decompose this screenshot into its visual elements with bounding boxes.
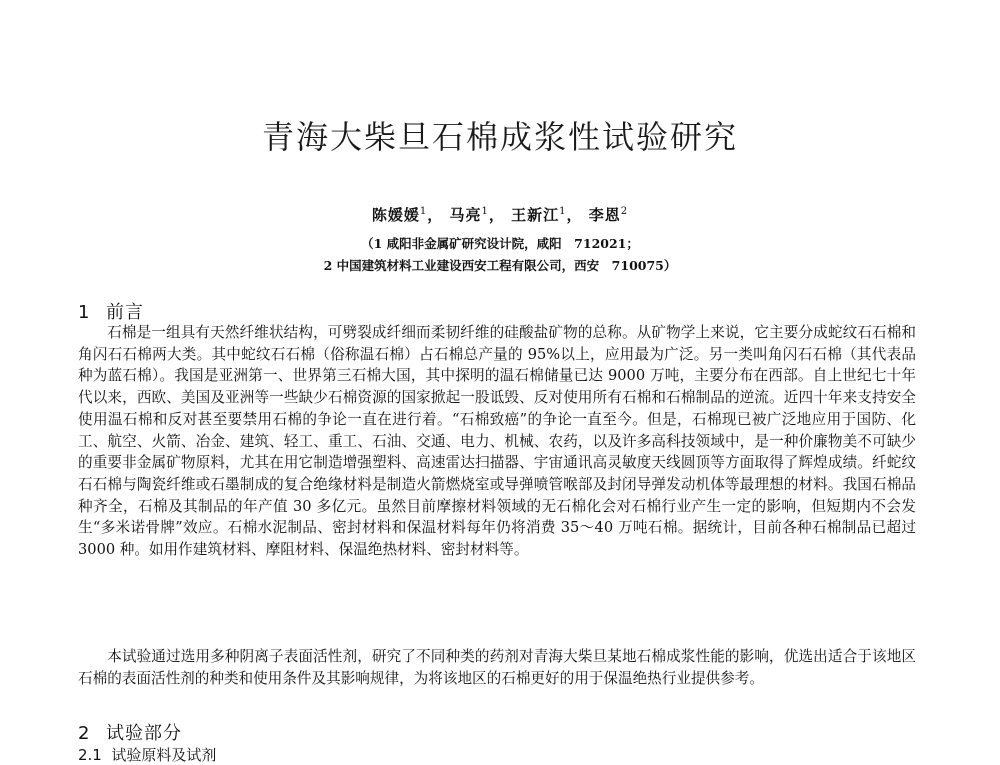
author-separator: ， — [488, 206, 505, 224]
subsection-number: 2.1 — [78, 746, 102, 764]
author-name: 马亮 — [449, 206, 482, 224]
body-paragraph: 本试验通过选用多种阴离子表面活性剂，研究了不同种类的药剂对青海大柴旦某地石棉成浆性能的影响，优选出适合于该地区石棉的表面活性剂的种类和使用条件及其影响规律，为将该地区的石棉更好的用于保温绝热行业提供参考。 — [78, 648, 916, 687]
author-name: 陈媛媛 — [371, 206, 420, 224]
author-affiliation-mark: 1 — [559, 206, 567, 217]
author-separator: ， — [566, 206, 583, 224]
section-title: 试验部分 — [106, 723, 182, 744]
body-paragraph: 石棉是一组具有天然纤维状结构，可劈裂成纤细而柔韧纤维的硅酸盐矿物的总称。从矿物学上来说，它主要分成蛇纹石石棉和角闪石石棉两大类。其中蛇纹石石棉（俗称温石棉）占石棉总产量的 95%以上，应用最为广泛。另一类叫角闪石石棉（其代表品种为蓝石棉）。我国是亚洲第一、世界第三石棉大国，其中探明的温石棉储量已达 9000 万吨，主要分布在西部。自上世纪七十年代以来，西欧、美国及亚洲等一些缺少石棉资源的国家掀起一股诋毁、反对使用所有石棉和石棉制品的逆流。近四十年来支持安全使用温石棉和反对甚至要禁用石棉的争论一直在进行着。“石棉致癌”的争论一直至今。但是，石棉现已被广泛地应用于国防、化工、航空、火箭、冶金、建筑、轻工、重工、石油、交通、电力、机械、农药，以及许多高科技领域中，是一种价廉物美不可缺少的重要非金属矿物原料，尤其在用它制造增强塑料、高速雷达扫描器、宇宙通讯高灵敏度天线圆顶等方面取得了辉煌成绩。纤蛇纹石石棉与陶瓷纤维或石墨制成的复合绝缘材料是制造火箭燃烧室或导弹喷管喉部及封闭导弹发动机体等最理想的材料。我国石棉品种齐全，石棉及其制品的年产值 30 多亿元。虽然目前摩擦材料领域的无石棉化会对石棉行业产生一定的影响，但短期内不会发生“多米诺骨牌”效应。石棉水泥制品、密封材料和保温材料每年仍将消费 35～40 万吨石棉。据统计，目前各种石棉制品已超过 3000 种。如用作建筑材料、摩阻材料、保温绝热材料、密封材料等。 — [78, 324, 916, 559]
subsection-title: 试验原料及试剂 — [111, 746, 217, 764]
affiliation-2: 2 中国建筑材料工业建设西安工程有限公司，西安 710075） — [323, 258, 677, 273]
author-name: 王新江 — [511, 206, 560, 224]
section-number: 1 — [78, 302, 91, 323]
section-heading-experiment — [78, 719, 182, 745]
affiliation-1: （1 咸阳非金属矿研究设计院，咸阳 712021； — [361, 236, 639, 251]
author-separator: ， — [427, 206, 444, 224]
author-name: 李恩 — [588, 206, 621, 224]
author-affiliation-mark: 1 — [419, 206, 428, 217]
author-affiliation-mark: 2 — [620, 206, 629, 217]
author-list — [0, 204, 1000, 225]
section-heading-introduction — [78, 298, 144, 324]
section-number: 2 — [78, 723, 91, 744]
paper-title: 青海大柴旦石棉成浆性试验研究 — [261, 118, 738, 156]
author-affiliation-mark: 1 — [481, 206, 489, 217]
subsection-heading — [78, 744, 216, 765]
section-title: 前言 — [106, 302, 144, 323]
